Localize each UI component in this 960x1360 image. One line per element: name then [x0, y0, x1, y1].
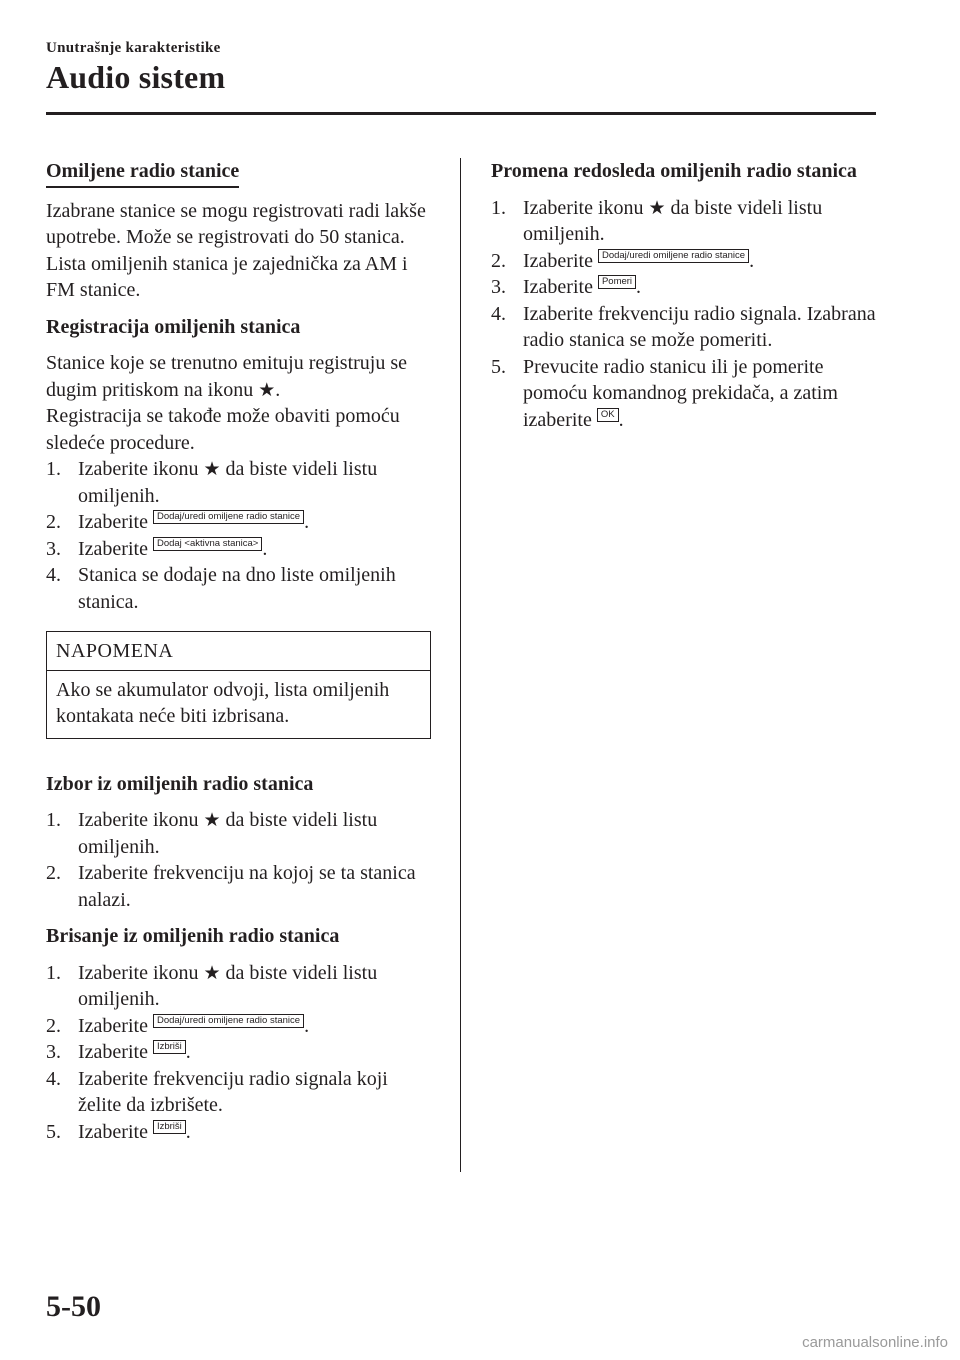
star-icon: ★ [203, 458, 221, 480]
list-item: 4. Stanica se dodaje na dno liste omiljenih stanica. [46, 564, 396, 613]
delete-button[interactable]: Izbriši [153, 1040, 186, 1054]
list-item: 3. Izaberite Izbriši . [46, 1041, 191, 1063]
star-icon: ★ [203, 961, 221, 984]
left-column [46, 158, 431, 1145]
ok-button[interactable]: OK [597, 408, 619, 422]
list-item: 1. Izaberite ikonu ★ da biste videli listu omiljenih. [491, 196, 823, 245]
select-heading: Izbor iz omiljenih radio stanica [46, 772, 314, 795]
registration-intro: Stanice koje se trenutno emituju registruju se dugim pritiskom na ikonu ★. [46, 352, 408, 401]
star-icon: ★ [203, 809, 221, 831]
list-item: 4. Izaberite frekvenciju radio signala koji želite da izbrišete. [46, 1067, 388, 1116]
right-column [491, 158, 876, 433]
list-item: 4. Izaberite frekvenciju radio signala. Izabrana radio stanica se može pomeriti. [491, 302, 876, 351]
list-item: 2. Izaberite Dodaj/uredi omiljene radio stanice . [46, 511, 310, 533]
delete-button[interactable]: Izbriši [153, 1120, 186, 1134]
note-box [46, 631, 431, 739]
list-item: 3. Izaberite Dodaj <aktivna stanica> . [46, 537, 268, 560]
header-rule [46, 112, 876, 115]
page-number: 5-50 [46, 1290, 101, 1323]
star-icon: ★ [258, 378, 276, 401]
delete-heading: Brisanje iz omiljenih radio stanica [46, 925, 340, 947]
move-button[interactable]: Pomeri [598, 275, 636, 289]
registration-procedure: Registracija se takođe može obaviti pomoću sledeće procedure. [46, 405, 400, 454]
add-edit-favorites-button[interactable]: Dodaj/uredi omiljene radio stanice [598, 249, 749, 263]
list-item: 1. Izaberite ikonu ★ da biste videli listu omiljenih. [46, 961, 378, 1010]
add-edit-favorites-button[interactable]: Dodaj/uredi omiljene radio stanice [153, 510, 304, 524]
watermark: carmanualsonline.info [802, 1334, 948, 1351]
list-item: 3. Izaberite Pomeri . [491, 276, 642, 298]
favorites-intro: Izabrane stanice se mogu registrovati radi lakše upotrebe. Može se registrovati do 50 stanica. Lista omiljenih stanica je zajednička za AM i FM stanice. [46, 199, 426, 301]
delete-steps [46, 960, 431, 1146]
favorites-heading: Omiljene radio stanice [46, 158, 239, 188]
reorder-heading: Promena redosleda omiljenih radio stanica [491, 160, 857, 182]
add-active-station-button[interactable]: Dodaj <aktivna stanica> [153, 537, 262, 551]
registration-heading: Registracija omiljenih stanica [46, 315, 301, 338]
list-item: 5. Prevucite radio stanicu ili je pomerite pomoću komandnog prekidača, a zatim izaberite OK . [491, 355, 838, 431]
page-header [46, 40, 876, 96]
list-item: 2. Izaberite Dodaj/uredi omiljene radio stanice . [491, 249, 755, 272]
select-steps [46, 807, 431, 913]
list-item: 2. Izaberite frekvenciju na kojoj se ta stanica nalazi. [46, 862, 416, 911]
list-item: 5. Izaberite Izbriši . [46, 1120, 191, 1143]
reorder-steps [491, 195, 876, 434]
note-title: NAPOMENA [47, 632, 430, 671]
registration-steps [46, 456, 431, 615]
column-divider [460, 158, 461, 1172]
list-item: 1. Izaberite ikonu ★ da biste videli listu omiljenih. [46, 809, 378, 858]
star-icon: ★ [648, 196, 666, 219]
page-title: Audio sistem [46, 59, 226, 95]
section-label: Unutrašnje karakteristike [46, 40, 221, 56]
add-edit-favorites-button[interactable]: Dodaj/uredi omiljene radio stanice [153, 1014, 304, 1028]
list-item: 2. Izaberite Dodaj/uredi omiljene radio stanice . [46, 1014, 310, 1037]
list-item: 1. Izaberite ikonu ★ da biste videli listu omiljenih. [46, 458, 378, 507]
note-text: Ako se akumulator odvoji, lista omiljenih kontakata neće biti izbrisana. [56, 678, 390, 727]
